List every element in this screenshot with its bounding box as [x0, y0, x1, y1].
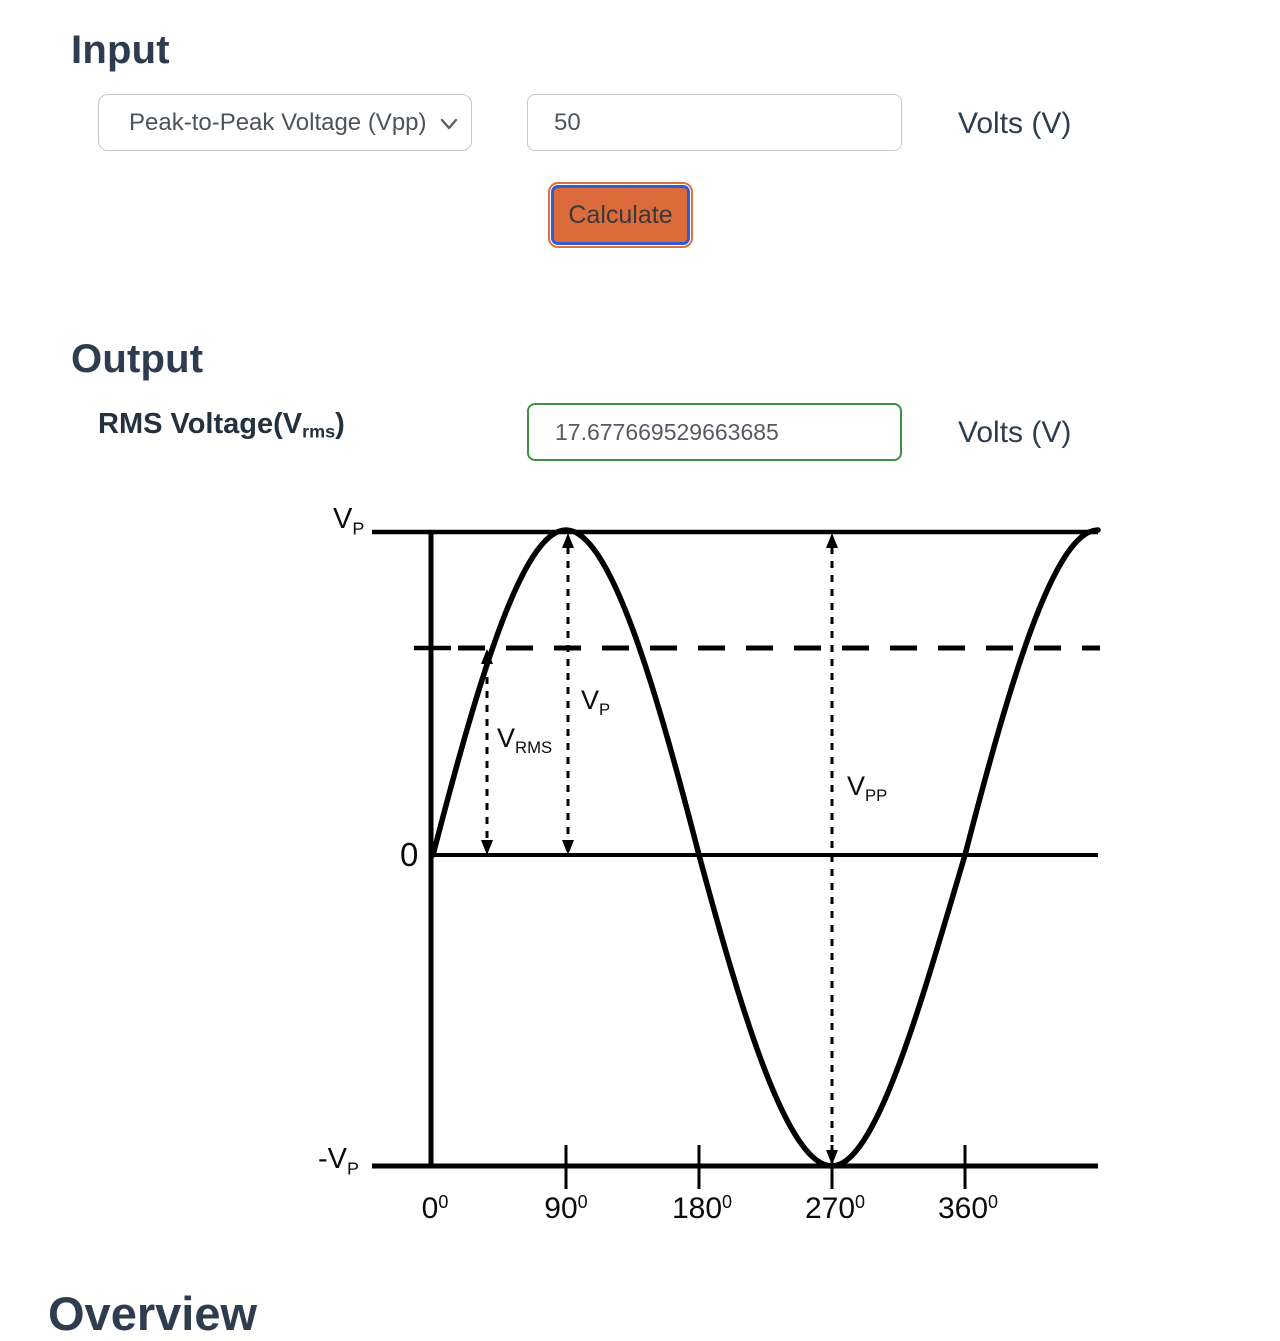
x-tick-0deg: $0^0$	[421, 1192, 449, 1225]
input-unit-label: Volts (V)	[958, 107, 1072, 140]
calculate-button[interactable]: Calculate	[551, 185, 690, 245]
vp-level-label: $V_P$	[333, 503, 365, 539]
rms-voltage-label-suffix: )	[335, 408, 345, 440]
sine-wave-diagram	[300, 495, 1120, 1240]
voltage-type-select[interactable]	[98, 94, 472, 151]
neg-vp-level-label: $-V_P$	[318, 1143, 359, 1179]
vp-annotation-label: $V_P$	[581, 685, 611, 719]
input-section-heading: Input	[71, 28, 170, 72]
sine-waveform-path	[433, 530, 1098, 1166]
vp-arrow	[562, 533, 574, 855]
x-tick-270deg: $270^0$	[804, 1192, 866, 1225]
voltage-type-selected-option: Peak-to-Peak Voltage (Vpp)	[129, 108, 427, 136]
rms-voltage-label-prefix: RMS Voltage(V	[98, 408, 303, 440]
voltage-value-input[interactable]	[527, 94, 902, 151]
next-section-partial-heading: Overview	[48, 1287, 258, 1340]
chevron-down-icon	[436, 111, 462, 137]
rms-voltage-label-subscript: rms	[302, 421, 336, 442]
output-section-heading: Output	[71, 337, 204, 381]
rms-voltage-output[interactable]	[527, 403, 902, 461]
output-unit-label: Volts (V)	[958, 416, 1072, 449]
sine-wave-svg	[300, 495, 1120, 1240]
x-tick-90deg: $90^0$	[544, 1192, 588, 1225]
rms-voltage-label	[98, 408, 345, 442]
vpp-annotation-label: $V_{PP}$	[847, 771, 888, 805]
vrms-annotation-label: $V_{RMS}$	[497, 723, 553, 757]
x-tick-180deg: $180^0$	[671, 1192, 733, 1225]
vpp-arrow	[826, 533, 838, 1165]
x-tick-360deg: $360^0$	[937, 1192, 999, 1225]
zero-level-label: 0	[400, 836, 419, 873]
